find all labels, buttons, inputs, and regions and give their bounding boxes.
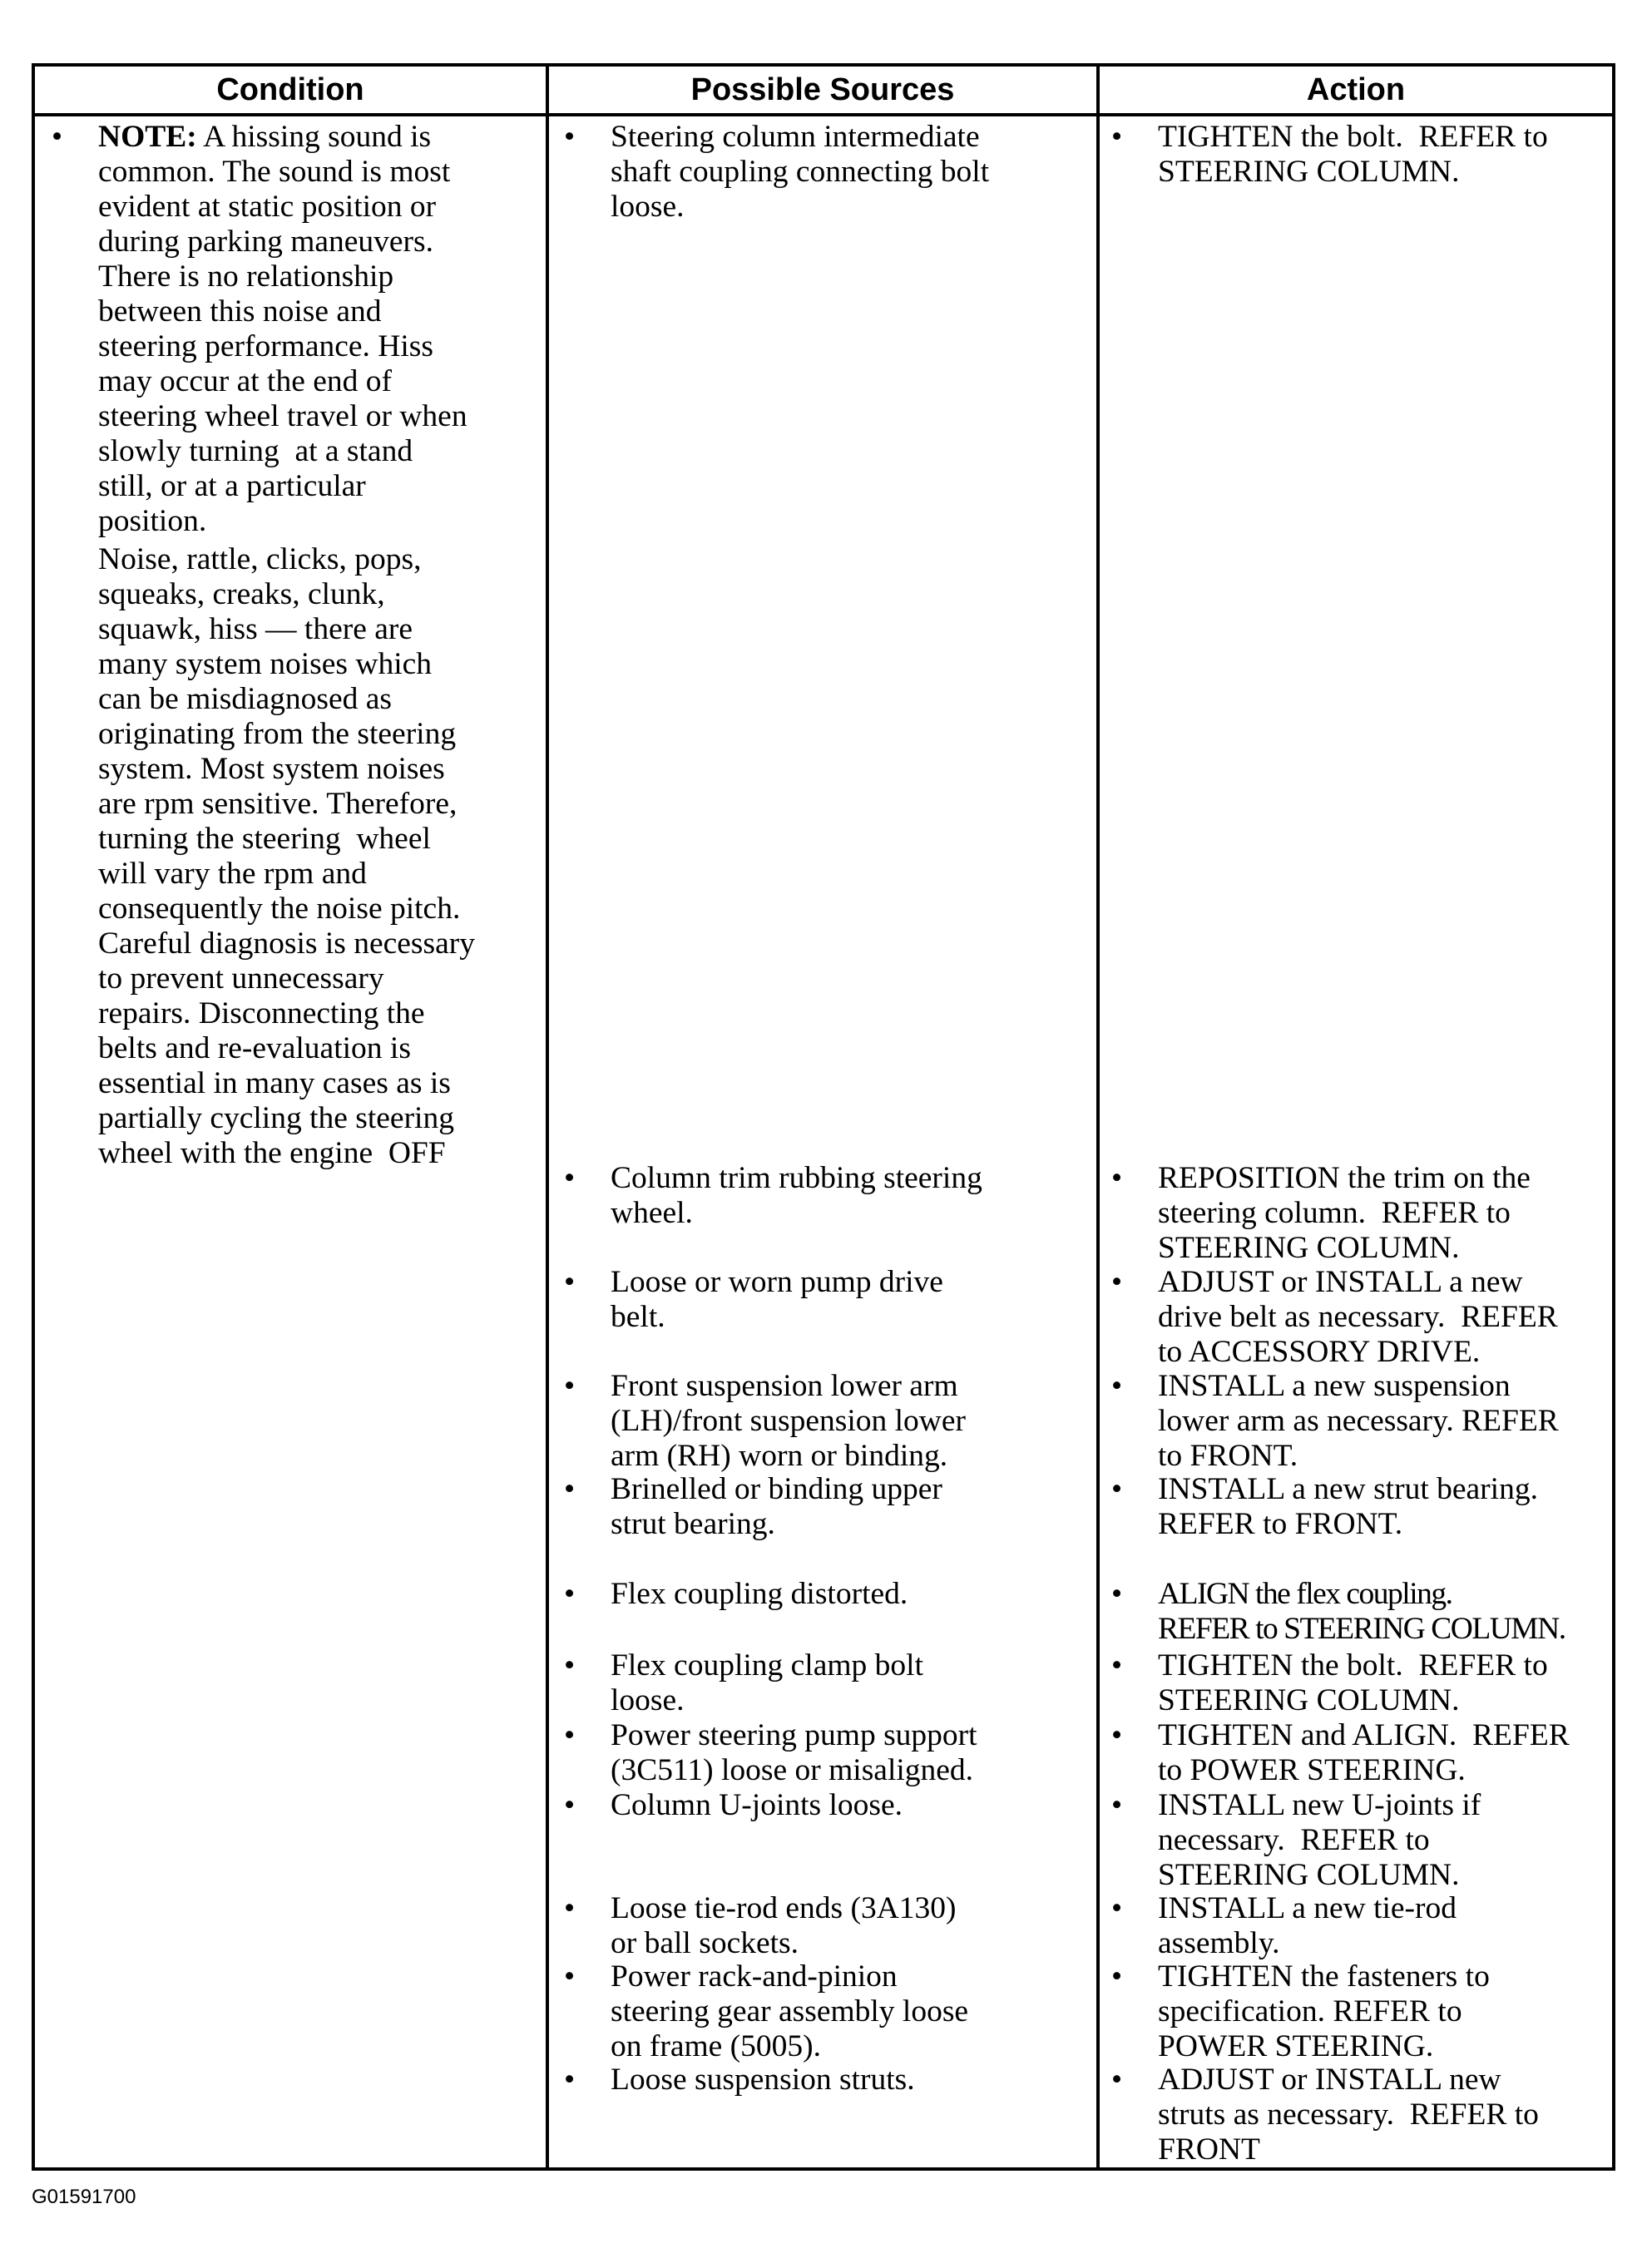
- action-text: ADJUST or INSTALL a new drive belt as necessary. REFER to ACCESSORY DRIVE.: [1158, 1265, 1558, 1369]
- note-label: NOTE:: [98, 120, 197, 154]
- bullet: •: [564, 1472, 576, 1506]
- bullet: •: [52, 120, 63, 154]
- condition-paragraph: Noise, rattle, clicks, pops, squeaks, creaks, clunk, squawk, hiss — there are many system noises which can be misdiagnosed as originating from the steering system. Most system noises are rpm sensitive. Therefore, turning the steering wheel will vary the rpm and consequently the noise pitch. Careful diagnosis is necessary to prevent unnecessary repairs. Disconnecting the belts and re-evaluation is essential in many cases as is partially cycling the steering wheel with the engine OFF: [98, 542, 476, 1170]
- source-text: Brinelled or binding upper strut bearing.: [611, 1472, 942, 1541]
- source-text: Flex coupling distorted.: [611, 1577, 908, 1611]
- bullet: •: [564, 1891, 576, 1925]
- bullet: •: [564, 1788, 576, 1822]
- source-text: Flex coupling clamp bolt loose.: [611, 1648, 923, 1717]
- action-text: TIGHTEN and ALIGN. REFER to POWER STEERING.: [1158, 1718, 1570, 1787]
- source-text: Loose or worn pump drive belt.: [611, 1265, 943, 1334]
- action-text: TIGHTEN the fasteners to specification. REFER to POWER STEERING.: [1158, 1959, 1490, 2063]
- bullet: •: [564, 1718, 576, 1752]
- source-text: Column trim rubbing steering wheel.: [611, 1161, 982, 1230]
- bullet: •: [1111, 1788, 1123, 1822]
- action-text: TIGHTEN the bolt. REFER to STEERING COLUMN.: [1158, 1648, 1548, 1717]
- bullet: •: [564, 120, 576, 154]
- action-text: INSTALL new U-joints if necessary. REFER to STEERING COLUMN.: [1158, 1788, 1481, 1892]
- bullet: •: [1111, 1265, 1123, 1299]
- source-text: Loose tie-rod ends (3A130) or ball sockets.: [611, 1891, 957, 1960]
- bullet: •: [564, 1369, 576, 1403]
- condition-note-text: NOTE: A hissing sound is common. The sound is most evident at static position or during parking maneuvers. There is no relationship between this noise and steering performance. Hiss may occur at the end of steering wheel travel or when slowly turning at a stand still, or at a particular position.: [98, 120, 467, 538]
- header-action: Action: [1306, 72, 1406, 107]
- action-text: ADJUST or INSTALL new struts as necessary. REFER to FRONT: [1158, 2063, 1539, 2167]
- bullet: •: [1111, 1577, 1123, 1611]
- bullet: •: [564, 1648, 576, 1682]
- column-divider-1: [546, 67, 549, 2167]
- bullet: •: [1111, 1648, 1123, 1682]
- source-text: Column U-joints loose.: [611, 1788, 903, 1822]
- action-text: REPOSITION the trim on the steering column. REFER to STEERING COLUMN.: [1158, 1161, 1531, 1265]
- bullet: •: [564, 1577, 576, 1611]
- bullet: •: [564, 1265, 576, 1299]
- action-text: INSTALL a new suspension lower arm as necessary. REFER to FRONT.: [1158, 1369, 1559, 1473]
- bullet: •: [1111, 1959, 1123, 1994]
- column-divider-2: [1096, 67, 1100, 2167]
- action-text: ALIGN the flex coupling. REFER to STEERING COLUMN.: [1158, 1577, 1565, 1646]
- bullet: •: [1111, 1472, 1123, 1506]
- header-possible-sources: Possible Sources: [690, 72, 955, 107]
- source-text: Steering column intermediate shaft coupling connecting bolt loose.: [611, 120, 990, 224]
- bullet: •: [1111, 2063, 1123, 2097]
- source-text: Power steering pump support (3C511) loose or misaligned.: [611, 1718, 977, 1787]
- action-text: TIGHTEN the bolt. REFER to STEERING COLUMN.: [1158, 120, 1548, 189]
- bullet: •: [564, 1161, 576, 1195]
- source-text: Loose suspension struts.: [611, 2063, 915, 2097]
- bullet: •: [1111, 1718, 1123, 1752]
- bullet: •: [1111, 1161, 1123, 1195]
- figure-id: G01591700: [32, 2186, 136, 2208]
- bullet: •: [564, 2063, 576, 2097]
- bullet: •: [1111, 1369, 1123, 1403]
- bullet: •: [1111, 1891, 1123, 1925]
- source-text: Front suspension lower arm (LH)/front suspension lower arm (RH) worn or binding.: [611, 1369, 967, 1473]
- bullet: •: [564, 1959, 576, 1994]
- header-divider: [35, 113, 1612, 116]
- header-condition: Condition: [216, 72, 364, 107]
- action-text: INSTALL a new tie-rod assembly.: [1158, 1891, 1457, 1960]
- bullet: •: [1111, 120, 1123, 154]
- action-text: INSTALL a new strut bearing. REFER to FRONT.: [1158, 1472, 1538, 1541]
- source-text: Power rack-and-pinion steering gear assembly loose on frame (5005).: [611, 1959, 969, 2063]
